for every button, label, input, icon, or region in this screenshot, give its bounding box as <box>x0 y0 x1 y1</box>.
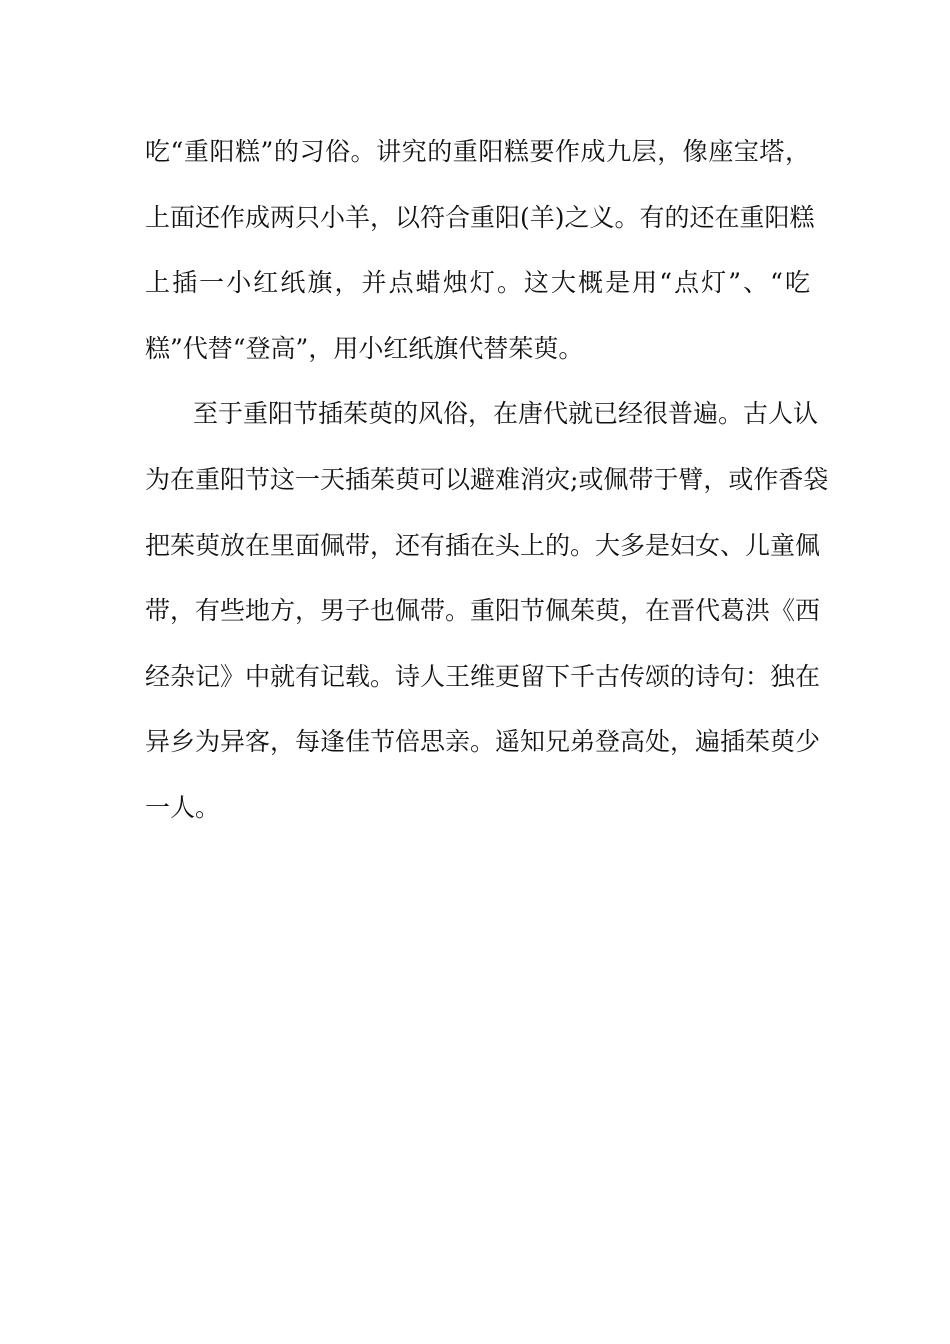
paragraph-line: 上插一小红纸旗，并点蜡烛灯。这大概是用“点灯”、“吃 <box>145 268 810 298</box>
paragraph-line: 吃“重阳糕”的习俗。讲究的重阳糕要作成九层，像座宝塔， <box>145 137 810 166</box>
paragraph-line: 异乡为异客，每逢佳节倍思亲。遥知兄弟登高处，遍插茱萸少 <box>145 727 821 757</box>
document-body <box>145 128 829 850</box>
paragraph-line: 一人。 <box>145 792 221 822</box>
paragraph-line: 糕”代替“登高”，用小红纸旗代替茱萸。 <box>145 333 584 363</box>
paragraph-line: 为在重阳节这一天插茱萸可以避难消灾;或佩带于臂，或作香袋 <box>145 464 829 494</box>
paragraph-line: 把茱萸放在里面佩带，还有插在头上的。大多是妇女、儿童佩 <box>145 530 821 560</box>
paragraph-line: 经杂记》中就有记载。诗人王维更留下千古传颂的诗句：独在 <box>145 661 821 691</box>
paragraph-line: 至于重阳节插茱萸的风俗，在唐代就已经很普遍。古人认 <box>193 399 819 429</box>
paragraph-line: 带，有些地方，男子也佩带。重阳节佩茱萸，在晋代葛洪《西 <box>145 596 821 626</box>
paragraph-line: 上面还作成两只小羊，以符合重阳(羊)之义。有的还在重阳糕 <box>145 202 815 232</box>
